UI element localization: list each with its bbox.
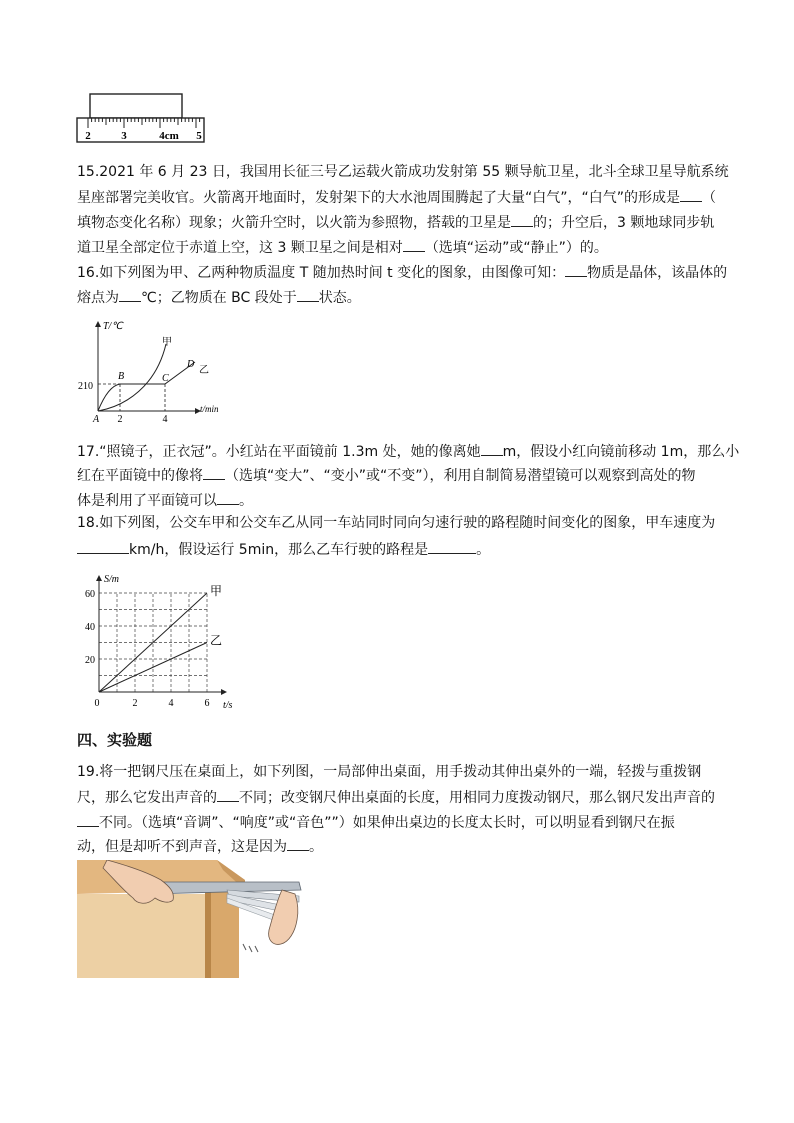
- q16-blank-2[interactable]: [119, 286, 141, 302]
- section-heading: 四、实验题: [77, 731, 153, 749]
- q16-line-2: 熔点为 ℃；乙物质在 BC 段处于 状态。: [77, 286, 361, 308]
- chart-y-tick-label: 20: [85, 655, 95, 666]
- q15-line-4: 道卫星全部定位于赤道上空，这 3 颗卫星之间是相对 （选填“运动”或“静止”）的。: [77, 236, 608, 258]
- q19-blank-1[interactable]: [217, 786, 239, 802]
- graph1-x-label: t/min: [200, 404, 219, 414]
- q15-blank-1[interactable]: [680, 186, 702, 202]
- q15-line-3: 填物态变化名称）现象；火箭升空时，以火箭为参照物，搭载的卫星是 的；升空后，3 颗地球同步轨: [77, 211, 714, 233]
- ruler-label-4cm: 4cm: [159, 130, 179, 142]
- q15-blank-3[interactable]: [403, 236, 425, 252]
- steel-ruler-illustration: [77, 860, 309, 978]
- q19-line-2: 尺，那么它发出声音的 不同；改变钢尺伸出桌面的长度，用相同力度拨动钢尺，那么钢尺发出声音的: [77, 786, 715, 808]
- q19-blank-2[interactable]: [77, 811, 99, 827]
- q19-blank-3[interactable]: [287, 835, 309, 851]
- graph1-point-d: D: [187, 359, 195, 370]
- q17-line-3: 体是利用了平面镜可以 。: [77, 489, 253, 511]
- q18-line-2: km/h，假设运行 5min，那么乙车行驶的路程是 。: [77, 538, 490, 560]
- ruler-label-5: 5: [196, 130, 202, 142]
- graph1-curve-label-yi: 乙: [199, 365, 209, 376]
- chart-x-tick-label: 4: [168, 698, 174, 709]
- ruler-label-3: 3: [121, 130, 127, 142]
- chart-x-tick-label: 0: [94, 698, 100, 709]
- q17-line-1: 17.“照镜子，正衣冠”。小红站在平面镜前 1.3m 处，她的像离她 m，假设小红向镜前移动 1m，那么小: [77, 440, 739, 462]
- q19-line-3: 不同。（选填“音调”、“响度”或“音色””）如果伸出桌边的长度太长时，可以明显看到钢尺在振: [77, 811, 675, 833]
- q19-line-4: 动，但是却听不到声音，这是因为 。: [77, 835, 323, 857]
- q15-line-1: 15.2021 年 6 月 23 日，我国用长征三号乙运载火箭成功发射第 55 颗导航卫星，北斗全球卫星导航系统: [77, 164, 729, 180]
- graph1-curve-label-jia: 甲: [162, 337, 172, 348]
- q18-blank-2[interactable]: [428, 538, 476, 554]
- chart-x-tick-label: 2: [132, 698, 138, 709]
- chart-x-label: t/s: [223, 700, 233, 711]
- q17-blank-3[interactable]: [217, 489, 239, 505]
- q15-blank-2[interactable]: [511, 211, 533, 227]
- graph1-point-b: B: [118, 371, 125, 382]
- q18-line-1: 18.如下列图，公交车甲和公交车乙从同一车站同时同向匀速行驶的路程随时间变化的图象，甲车速度为: [77, 515, 716, 531]
- graph1-y-label: T/℃: [103, 321, 123, 332]
- ruler-label-2: 2: [85, 130, 91, 142]
- chart-y-label: S/m: [104, 574, 119, 585]
- chart-y-tick-label: 40: [85, 622, 95, 633]
- chart-y-tick-label: 60: [85, 589, 95, 600]
- ruler-figure: [76, 92, 206, 144]
- temperature-time-graph: [76, 316, 236, 426]
- measured-block: [90, 94, 182, 118]
- graph1-point-c: C: [162, 373, 169, 384]
- q17-blank-1[interactable]: [481, 440, 503, 456]
- graph1-x-tick-4: 4: [162, 414, 168, 425]
- q16-blank-3[interactable]: [297, 286, 319, 302]
- graph1-curve-yi: [98, 362, 195, 411]
- chart-x-tick-label: 6: [204, 698, 210, 709]
- q16-line-1: 16.如下列图为甲、乙两种物质温度 T 随加热时间 t 变化的图象，由图像可知： 物质是晶体，该晶体的: [77, 261, 727, 283]
- q17-blank-2[interactable]: [203, 464, 225, 480]
- table-leg-shadow: [205, 890, 211, 978]
- q18-blank-1[interactable]: [77, 538, 129, 554]
- graph1-y-tick-210: 210: [78, 381, 93, 392]
- table-front: [77, 894, 205, 978]
- chart-series-label-1: 甲: [210, 584, 223, 598]
- q19-line-1: 19.将一把钢尺压在桌面上，如下列图，一局部伸出桌面，用手拨动其伸出桌外的一端，轻拨与重拨钢: [77, 764, 702, 780]
- distance-time-chart: [76, 570, 246, 714]
- graph1-curve-jia: [98, 344, 166, 411]
- q15-line-2: 星座部署完美收官。火箭离开地面时，发射架下的大水池周围腾起了大量“白气”，“白气”的形成是 （: [77, 186, 716, 208]
- graph1-point-a: A: [93, 414, 100, 425]
- q16-blank-1[interactable]: [565, 261, 587, 277]
- graph1-x-tick-2: 2: [117, 414, 123, 425]
- q17-line-2: 红在平面镜中的像将 （选填“变大”、“变小”或“不变”），利用自制简易潜望镜可以观察到高处的物: [77, 464, 696, 486]
- chart-series-label-2: 乙: [210, 633, 223, 648]
